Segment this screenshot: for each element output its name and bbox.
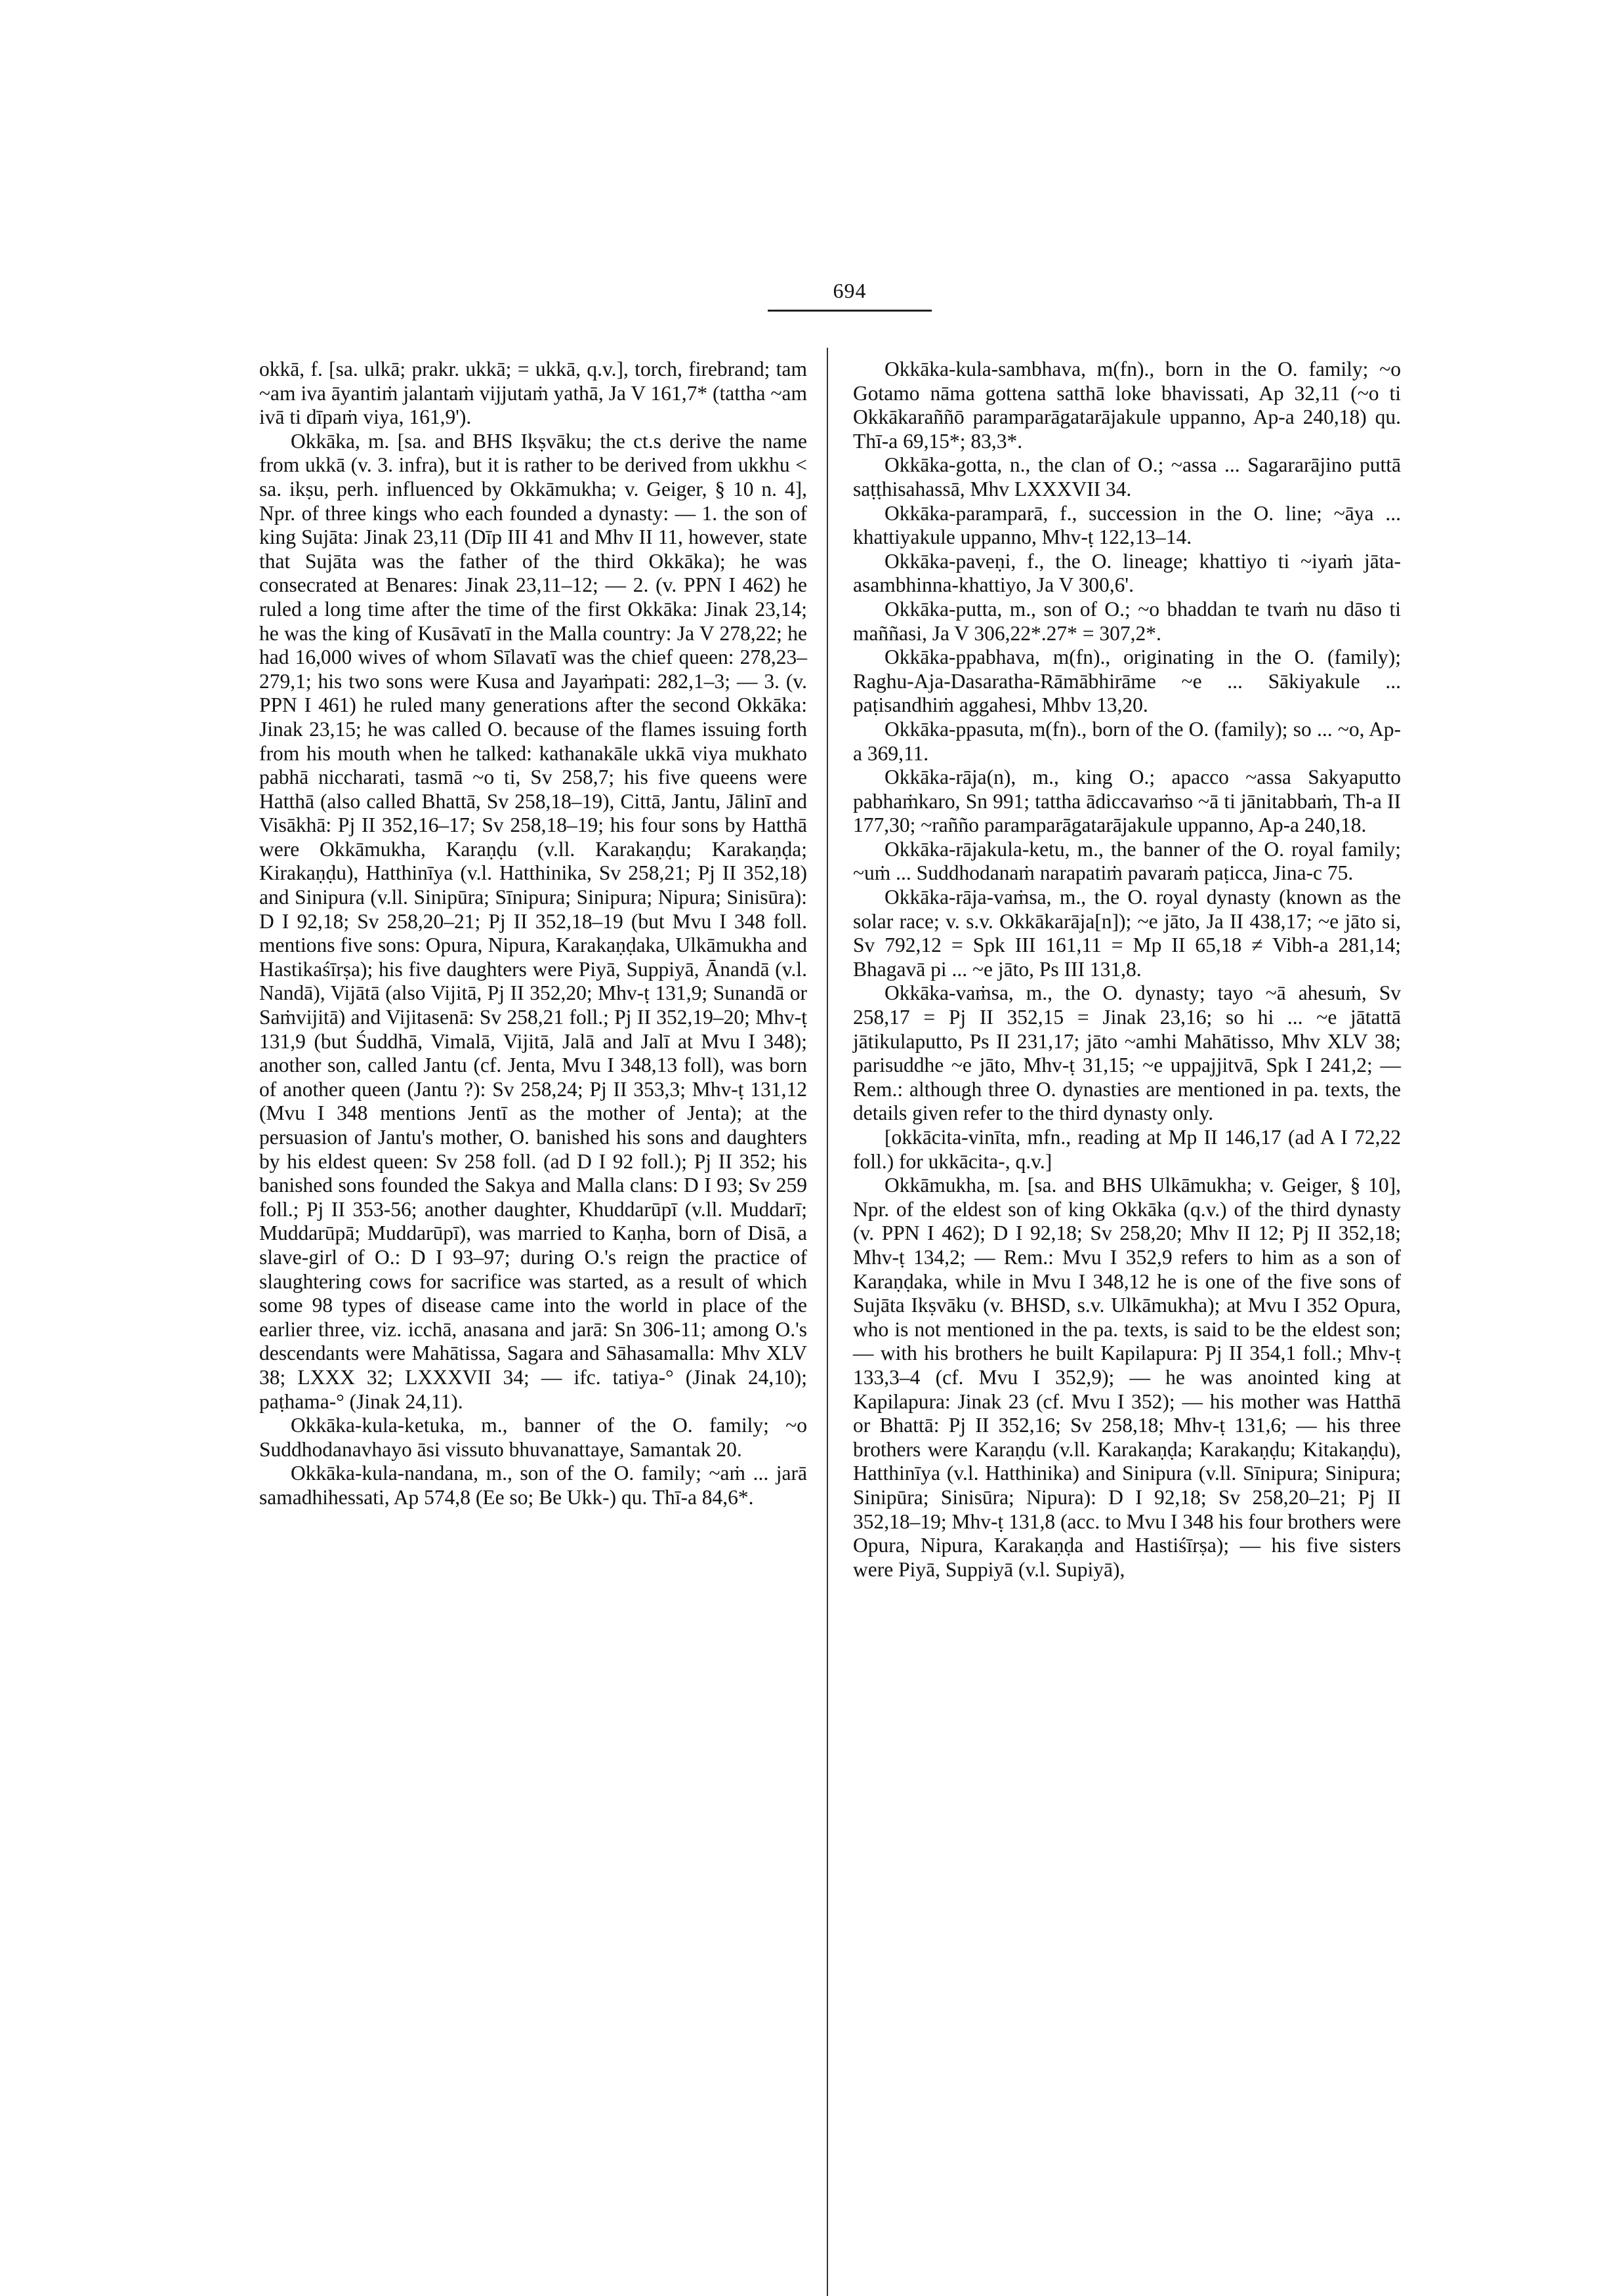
entry-okka: okkā, f. [sa. ulkā; prakr. ukkā; = ukkā, q.v.], torch, firebrand; tam ~am iva āyantiṁ jalantaṁ vijjutaṁ yathā, Ja V 161,7* (tattha ~am ivā ti dīpaṁ viya, 161,9'). [259, 358, 807, 429]
entry-okkacita-vinita: [okkācita-vinīta, mfn., reading at Mp II 146,17 (ad A I 72,22 foll.) for ukkācita-, q.v.] [853, 1126, 1401, 1173]
entry-okkaka-kula-sambhava: Okkāka-kula-sambhava, m(fn)., born in the O. family; ~o Gotamo nāma gottena satthā loke bhavissati, Ap 32,11 (~o ti Okkākaraññō paramparāgatarājakule uppanno, Ap-a 240,18) qu. Thī-a 69,15*; 83,3*. [853, 358, 1401, 453]
entry-okkaka-vamsa: Okkāka-vaṁsa, m., the O. dynasty; tayo ~ā ahesuṁ, Sv 258,17 = Pj II 352,15 = Jinak 23,16; so hi ... ~e jātattā jātikulaputto, Ps II 231,17; jāto ~amhi Mahātisso, Mhv XLV 38; parisuddhe ~e jāto, Mhv-ṭ 31,15; ~e uppajjitvā, Spk I 241,2; — Rem.: although three O. dynasties are mentioned in pa. texts, the details given refer to the third dynasty only. [853, 981, 1401, 1125]
entry-okkaka-kula-nandana: Okkāka-kula-nandana, m., son of the O. family; ~aṁ ... jarā samadhihessati, Ap 574,8 (Ee so; Be Ukk-) qu. Thī-a 84,6*. [259, 1462, 807, 1509]
entry-okkaka-parampara: Okkāka-paramparā, f., succession in the O. line; ~āya ... khattiyakule uppanno, Mhv-ṭ 122,13–14. [853, 501, 1401, 549]
entry-okkaka-raja-vamsa: Okkāka-rāja-vaṁsa, m., the O. royal dynasty (known as the solar race; v. s.v. Okkākarāja[n]); ~e jāto, Ja II 438,17; ~e jāto si, Sv 792,12 = Spk III 161,11 = Mp II 65,18 ≠ Vibh-a 281,14; Bhagavā pi ... ~e jāto, Ps III 131,8. [853, 886, 1401, 981]
left-column [259, 358, 807, 1510]
entry-okkaka-kula-ketuka: Okkāka-kula-ketuka, m., banner of the O. family; ~o Suddhodanavhayo āsi vissuto bhuvanattaye, Samantak 20. [259, 1414, 807, 1461]
entry-okkamukha: Okkāmukha, m. [sa. and BHS Ulkāmukha; v. Geiger, § 10], Npr. of the eldest son of king Okkāka (q.v.) of the third dynasty (v. PPN I 462); D I 92,18; Sv 258,20; Mhv II 12; Pj II 352,18; Mhv-ṭ 134,2; — Rem.: Mvu I 352,9 refers to him as a son of Karaṇḍaka, while in Mvu I 348,12 he is one of the five sons of Sujāta Ikṣvāku (v. BHSD, s.v. Ulkāmukha); at Mvu I 352 Opura, who is not mentioned in the pa. texts, is said to be the eldest son; — with his brothers he built Kapilapura: Pj II 354,1 foll.; Mhv-ṭ 133,3–4 (cf. Mvu I 352,9); — he was anointed king at Kapilapura: Jinak 23 (cf. Mvu I 352); — his mother was Hatthā or Bhattā: Pj II 352,16; Sv 258,18; Mhv-ṭ 131,6; — his three brothers were Karaṇḍu (v.ll. Karakaṇḍa; Karakaṇḍu; Kitakaṇḍu), Hatthinīya (v.l. Hatthinika) and Sinipura (v.ll. Sīnipura; Sinipura; Sinipūra; Sinisūra; Nipura): D I 92,18; Sv 258,20–21; Pj II 352,18–19; Mhv-ṭ 131,8 (acc. to Mvu I 348 his four brothers were Opura, Nipura, Karakaṇḍa and Hastiśīrṣa); — his five sisters were Piyā, Suppiyā (v.l. Supiyā), [853, 1174, 1401, 1581]
entry-okkaka: Okkāka, m. [sa. and BHS Ikṣvāku; the ct.s derive the name from ukkā (v. 3. infra), but it is rather to be derived from ukkhu < sa. ikṣu, perh. influenced by Okkāmukha; v. Geiger, § 10 n. 4], Npr. of three kings who each founded a dynasty: — 1. the son of king Sujāta: Jinak 23,11 (Dīp III 41 and Mhv II 11, however, state that Sujāta was the father of the third Okkāka); he was consecrated at Benares: Jinak 23,11–12; — 2. (v. PPN I 462) he ruled a long time after the time of the first Okkāka: Jinak 23,14; he was the king of Kusāvatī in the Malla country: Ja V 278,22; he had 16,000 wives of whom Sīlavatī was the chief queen: 278,23–279,1; his two sons were Kusa and Jayaṁpati: 282,1–3; — 3. (v. PPN I 461) he ruled many generations after the second Okkāka: Jinak 23,15; he was called O. because of the flames issuing forth from his mouth when he talked: kathanakāle ukkā viya mukhato pabhā niccharati, tasmā ~o ti, Sv 258,7; his five queens were Hatthā (also called Bhattā, Sv 258,18–19), Cittā, Jantu, Jālinī and Visākhā: Pj II 352,16–17; Sv 258,18–19; his four sons by Hatthā were Okkāmukha, Karaṇḍu (v.ll. Karakaṇḍu; Karakaṇḍa; Kirakaṇḍu), Hatthinīya (v.l. Hatthinika, Sv 258,21; Pj II 352,18) and Sinipura (v.ll. Sinipūra; Sīnipura; Sinipura; Nipura; Sinisūra): D I 92,18; Sv 258,20–21; Pj II 352,18–19 (but Mvu I 348 foll. mentions five sons: Opura, Nipura, Karakaṇḍaka, Ulkāmukha and Hastikaśīrṣa); his five daughters were Piyā, Suppiyā, Ānandā (v.l. Nandā), Vijātā (also Vijitā, Pj II 352,20; Mhv-ṭ 131,9; Sunandā or Saṁvijitā) and Vijitasenā: Sv 258,21 foll.; Pj II 352,19–20; Mhv-ṭ 131,9 (but Śuddhā, Vimalā, Vijitā, Jalā and Jalī at Mvu I 348); another son, called Jantu (cf. Jenta, Mvu I 348,13 foll), was born of another queen (Jantu ?): Sv 258,24; Pj II 353,3; Mhv-ṭ 131,12 (Mvu I 348 mentions Jentī as the mother of Jenta); at the persuasion of Jantu's mother, O. banished his sons and daughters by his eldest queen: Sv 258 foll. (ad D I 92 foll.); Pj II 352; his banished sons founded the Sakya and Malla clans: D I 93; Sv 259 foll.; Pj II 353-56; another daughter, Khuddarūpī (v.ll. Muddarī; Muddarūpā; Muddarūpī), was married to Kaṇha, born of Disā, a slave-girl of O.: D I 93–97; during O.'s reign the practice of slaughtering cows for sacrifice was started, as a result of which some 98 types of disease came into the world in place of the earlier three, viz. icchā, anasana and jarā: Sn 306-11; among O.'s descendants were Mahātissa, Sagara and Sāhasamalla: Mhv XLV 38; LXXX 32; LXXXVII 34; — ifc. tatiya-° (Jinak 24,10); paṭhama-° (Jinak 24,11). [259, 429, 807, 1413]
entry-okkaka-rajakula-ketu: Okkāka-rājakula-ketu, m., the banner of the O. royal family; ~uṁ ... Suddhodanaṁ narapatiṁ pavaraṁ paṭicca, Jina-c 75. [853, 837, 1401, 885]
entry-okkaka-gotta: Okkāka-gotta, n., the clan of O.; ~assa ... Sagararājino puttā saṭṭhisahassā, Mhv LXXXVII 34. [853, 453, 1401, 501]
entry-okkaka-ppabhava: Okkāka-ppabhava, m(fn)., originating in the O. (family); Raghu-Aja-Dasaratha-Rāmābhirāme ~e ... Sākiyakule ... paṭisandhiṁ aggahesi, Mhbv 13,20. [853, 646, 1401, 717]
entry-okkaka-paveni: Okkāka-paveṇi, f., the O. lineage; khattiyo ti ~iyaṁ jāta-asambhinna-khattiyo, Ja V 300,6'. [853, 549, 1401, 597]
column-divider [827, 348, 828, 2296]
entry-okkaka-putta: Okkāka-putta, m., son of O.; ~o bhaddan te tvaṁ nu dāso ti maññasi, Ja V 306,22*.27* = 307,2*. [853, 597, 1401, 645]
header-rule [768, 310, 932, 312]
entry-okkaka-raja: Okkāka-rāja(n), m., king O.; apacco ~assa Sakyaputto pabhaṁkaro, Sn 991; tattha ādiccavaṁso ~ā ti jānitabbaṁ, Th-a II 177,30; ~rañño paramparāgatarājakule uppanno, Ap-a 240,18. [853, 766, 1401, 837]
entry-okkaka-ppasuta: Okkāka-ppasuta, m(fn)., born of the O. (family); so ... ~o, Ap-a 369,11. [853, 717, 1401, 765]
right-column [853, 358, 1401, 1582]
page-number: 694 [833, 279, 867, 302]
